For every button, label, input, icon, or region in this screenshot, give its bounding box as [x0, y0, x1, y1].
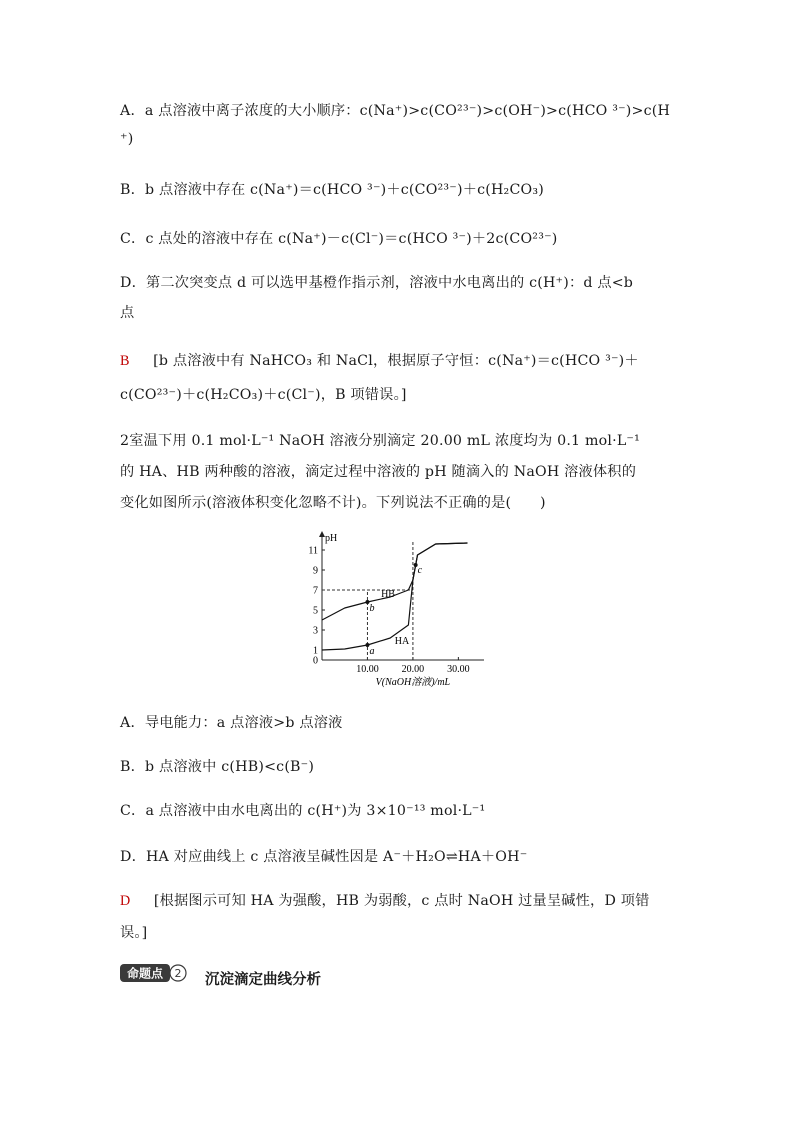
q1-answer-line2: c(CO²³⁻)＋c(H₂CO₃)＋c(Cl⁻)，B 项错误。] — [120, 387, 407, 403]
series-hb-label: HB — [381, 589, 395, 600]
q2-answer-line1 — [120, 890, 650, 910]
y-tick-label: 9 — [313, 565, 318, 577]
q1-answer-line1 — [120, 350, 639, 370]
q1-answer-letter: B — [120, 353, 130, 369]
q2-answer-letter: D — [120, 893, 131, 909]
series-hb-line — [322, 543, 468, 620]
q1-option-d-line1: D．第二次突变点 d 可以选甲基橙作指示剂，溶液中水电离出的 c(H⁺)：d 点<b — [120, 275, 634, 291]
section-badge-number: 2 — [174, 967, 182, 980]
q2-option-a: A．导电能力：a 点溶液>b 点溶液 — [120, 715, 343, 731]
q2-stem-line1: 2室温下用 0.1 mol·L⁻¹ NaOH 溶液分别滴定 20.00 mL 浓度均为 0.1 mol·L⁻¹ — [120, 433, 641, 449]
q2-option-b: B．b 点溶液中 c(HB)<c(B⁻) — [120, 759, 315, 775]
q2-option-d: D．HA 对应曲线上 c 点溶液呈碱性因是 A⁻＋H₂O⇌HA＋OH⁻ — [120, 849, 528, 865]
section-badge-label: 命题点 — [126, 966, 164, 981]
titration-chart-svg — [300, 530, 490, 690]
point-b-label: b — [369, 603, 375, 614]
q1-option-d-line2: 点 — [120, 305, 135, 321]
q2-answer-text: [根据图示可知 HA 为强酸，HB 为弱酸，c 点时 NaOH 过量呈碱性，D 项错 — [153, 893, 650, 909]
section-badge — [120, 963, 188, 987]
q1-option-c: C．c 点处的溶液中存在 c(Na⁺)－c(Cl⁻)＝c(HCO ³⁻)＋2c(CO²³⁻) — [120, 231, 558, 247]
point-a-label: a — [369, 646, 375, 657]
q1-option-a-line2: ⁺) — [120, 131, 134, 147]
y-tick-label: 1 — [313, 645, 318, 657]
q2-stem-line3: 变化如图所示(溶液体积变化忽略不计)。下列说法不正确的是( ) — [120, 495, 546, 511]
q2-stem-line2: 的 HA、HB 两种酸的溶液，滴定过程中溶液的 pH 随滴入的 NaOH 溶液体积的 — [120, 464, 637, 480]
x-axis-label: V(NaOH溶液)/mL — [375, 677, 451, 688]
q2-answer-line2: 误。] — [120, 925, 148, 941]
y-tick-label: 11 — [308, 545, 318, 557]
section-badge-svg — [120, 963, 188, 983]
q1-answer-text: [b 点溶液中有 NaHCO₃ 和 NaCl，根据原子守恒：c(Na⁺)＝c(HCO ³⁻)＋ — [153, 353, 639, 369]
y-tick-label: 3 — [313, 625, 318, 637]
point-c-label: c — [417, 565, 423, 576]
q2-option-c: C．a 点溶液中由水电离出的 c(H⁺)为 3×10⁻¹³ mol·L⁻¹ — [120, 803, 486, 819]
x-tick-label: 30.00 — [447, 664, 470, 675]
y-tick-label: 7 — [313, 585, 318, 597]
section-title: 沉淀滴定曲线分析 — [205, 971, 321, 988]
titration-chart — [300, 530, 490, 694]
x-tick-label: 10.00 — [356, 664, 379, 675]
x-tick-label: 20.00 — [401, 664, 425, 675]
y-tick-label: 5 — [313, 605, 318, 617]
y-axis-label: pH — [325, 533, 338, 544]
q1-option-b: B．b 点溶液中存在 c(Na⁺)＝c(HCO ³⁻)＋c(CO²³⁻)＋c(H₂CO₃) — [120, 182, 544, 198]
q1-option-a-line1: A．a 点溶液中离子浓度的大小顺序：c(Na⁺)>c(CO²³⁻)>c(OH⁻)>c(HCO ³⁻)>c(H — [120, 103, 671, 119]
series-ha-label: HA — [394, 636, 410, 647]
y-tick-label: 0 — [313, 655, 318, 667]
